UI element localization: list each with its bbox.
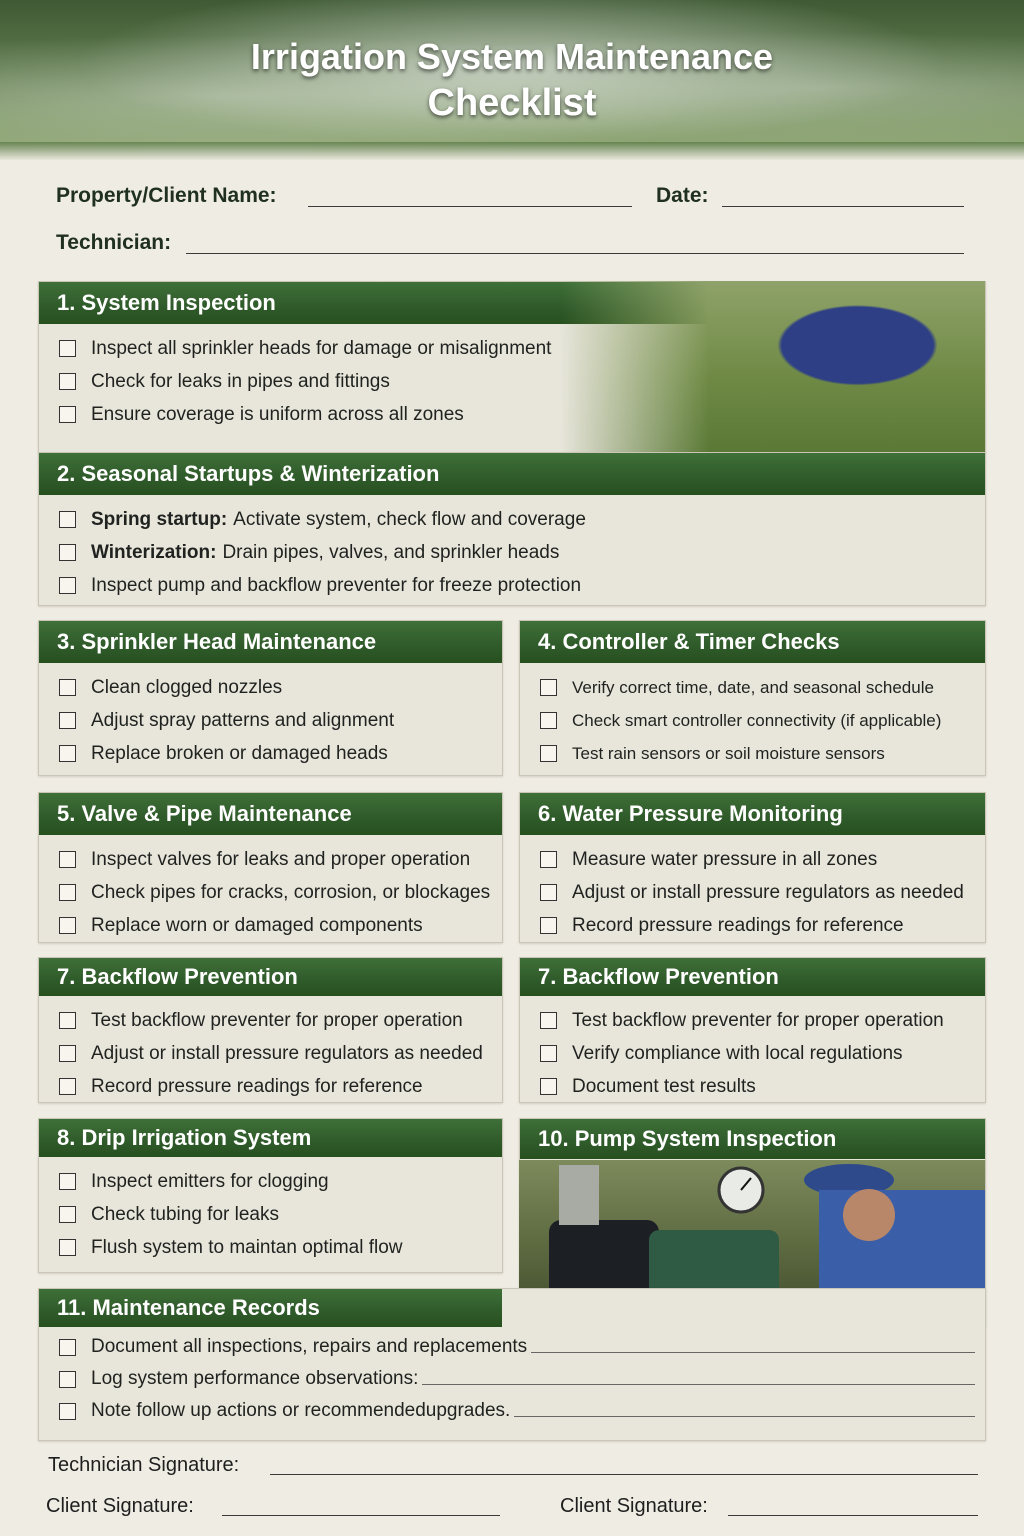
checkbox[interactable] xyxy=(59,884,76,901)
checkbox[interactable] xyxy=(59,544,76,561)
date-field[interactable] xyxy=(722,206,964,207)
page-title: Irrigation System Maintenance xyxy=(250,36,774,77)
section-header: 4. Controller & Timer Checks xyxy=(520,621,985,663)
checklist-item[interactable]: Measure water pressure in all zones xyxy=(540,843,985,876)
checklist-item[interactable]: Inspect valves for leaks and proper operation xyxy=(59,843,502,876)
checkbox[interactable] xyxy=(59,577,76,594)
section-sprinkler-head xyxy=(38,620,503,776)
client-name-label: Property/Client Name: xyxy=(56,184,277,207)
technician-signature-field[interactable] xyxy=(270,1474,978,1475)
checklist-item[interactable]: Check smart controller connectivity (if applicable) xyxy=(540,704,985,737)
section-seasonal xyxy=(38,452,986,606)
checklist-item[interactable]: Spring startup: Activate system, check flow and coverage xyxy=(59,503,985,536)
checklist-item[interactable]: Document test results xyxy=(540,1070,985,1103)
checkbox[interactable] xyxy=(540,884,557,901)
checkbox[interactable] xyxy=(59,1403,76,1420)
checkbox[interactable] xyxy=(59,406,76,423)
client-signature-label: Client Signature: xyxy=(46,1495,194,1517)
checkbox[interactable] xyxy=(59,1239,76,1256)
technician-field[interactable] xyxy=(186,253,964,254)
checkbox[interactable] xyxy=(59,1371,76,1388)
notes-line[interactable] xyxy=(422,1384,975,1385)
checklist-item[interactable]: Log system performance observations: xyxy=(59,1363,985,1395)
section-water-pressure xyxy=(519,792,986,943)
checkbox[interactable] xyxy=(540,679,557,696)
checklist-item[interactable]: Test backflow preventer for proper operation xyxy=(540,1004,985,1037)
checkbox[interactable] xyxy=(59,1339,76,1356)
checklist-item[interactable]: Winterization: Drain pipes, valves, and sprinkler heads xyxy=(59,536,985,569)
checklist-item[interactable]: Replace worn or damaged components xyxy=(59,909,502,942)
notes-line[interactable] xyxy=(514,1416,975,1417)
checkbox[interactable] xyxy=(59,511,76,528)
checklist-item[interactable]: Verify compliance with local regulations xyxy=(540,1037,985,1070)
checklist-item[interactable]: Check pipes for cracks, corrosion, or blockages xyxy=(59,876,502,909)
client-name-field[interactable] xyxy=(308,206,632,207)
page-subtitle: Checklist xyxy=(427,82,597,124)
section-header: 11. Maintenance Records xyxy=(39,1289,502,1327)
notes-line[interactable] xyxy=(531,1352,975,1353)
section-header: 7. Backflow Prevention xyxy=(39,958,502,996)
checkbox[interactable] xyxy=(540,851,557,868)
checklist-item[interactable]: Adjust spray patterns and alignment xyxy=(59,704,502,737)
checklist-item[interactable]: Inspect pump and backflow preventer for freeze protection xyxy=(59,569,985,602)
checkbox[interactable] xyxy=(59,917,76,934)
section-controller xyxy=(519,620,986,776)
checkbox[interactable] xyxy=(59,1012,76,1029)
checkbox[interactable] xyxy=(540,1078,557,1095)
technician-label: Technician: xyxy=(56,231,172,254)
header-banner xyxy=(0,0,1024,160)
section-header: 1. System Inspection xyxy=(39,282,985,324)
checkbox[interactable] xyxy=(59,1173,76,1190)
checklist-item[interactable]: Record pressure readings for reference xyxy=(59,1070,502,1103)
section-header: 10. Pump System Inspection xyxy=(520,1119,985,1159)
checkbox[interactable] xyxy=(59,340,76,357)
checklist-item[interactable]: Replace broken or damaged heads xyxy=(59,737,502,770)
checklist-item[interactable]: Record pressure readings for reference xyxy=(540,909,985,942)
checkbox[interactable] xyxy=(59,1078,76,1095)
checkbox[interactable] xyxy=(59,712,76,729)
checkbox[interactable] xyxy=(540,1045,557,1062)
checkbox[interactable] xyxy=(59,373,76,390)
date-label: Date: xyxy=(656,184,709,207)
section-header: 8. Drip Irrigation System xyxy=(39,1119,502,1157)
section-header: 5. Valve & Pipe Maintenance xyxy=(39,793,502,835)
section-backflow-left xyxy=(38,957,503,1103)
checkbox[interactable] xyxy=(540,917,557,934)
client-signature-field[interactable] xyxy=(222,1515,500,1516)
checklist-item[interactable]: Ensure coverage is uniform across all zones xyxy=(59,398,985,431)
checkbox[interactable] xyxy=(540,745,557,762)
checklist-item[interactable]: Clean clogged nozzles xyxy=(59,671,502,704)
section-header: 3. Sprinkler Head Maintenance xyxy=(39,621,502,663)
checklist-item[interactable]: Inspect emitters for clogging xyxy=(59,1165,502,1198)
section-valve-pipe xyxy=(38,792,503,943)
checkbox[interactable] xyxy=(59,1206,76,1223)
checkbox[interactable] xyxy=(540,1012,557,1029)
checkbox[interactable] xyxy=(540,712,557,729)
section-header: 2. Seasonal Startups & Winterization xyxy=(39,453,985,495)
checklist-item[interactable]: Inspect all sprinkler heads for damage or misalignment xyxy=(59,332,985,365)
section-drip-irrigation xyxy=(38,1118,503,1273)
checkbox[interactable] xyxy=(59,1045,76,1062)
technician-signature-label: Technician Signature: xyxy=(48,1454,240,1476)
checkbox[interactable] xyxy=(59,851,76,868)
checklist-item[interactable]: Adjust or install pressure regulators as needed xyxy=(59,1037,502,1070)
checklist-item[interactable]: Note follow up actions or recommendedupgrades. xyxy=(59,1395,985,1427)
checklist-item[interactable]: Test rain sensors or soil moisture sensors xyxy=(540,737,985,770)
client-signature-field-2[interactable] xyxy=(728,1515,978,1516)
checklist-item[interactable]: Document all inspections, repairs and replacements xyxy=(59,1331,985,1363)
checkbox[interactable] xyxy=(59,679,76,696)
section-maintenance-records xyxy=(38,1288,986,1441)
checklist-item[interactable]: Adjust or install pressure regulators as needed xyxy=(540,876,985,909)
checklist-item[interactable]: Test backflow preventer for proper operation xyxy=(59,1004,502,1037)
client-signature-label-2: Client Signature: xyxy=(560,1495,708,1517)
section-header: 7. Backflow Prevention xyxy=(520,958,985,996)
checkbox[interactable] xyxy=(59,745,76,762)
section-backflow-right xyxy=(519,957,986,1103)
checklist-item[interactable]: Verify correct time, date, and seasonal schedule xyxy=(540,671,985,704)
section-header: 6. Water Pressure Monitoring xyxy=(520,793,985,835)
checklist-item[interactable]: Flush system to maintan optimal flow xyxy=(59,1231,502,1264)
checklist-item[interactable]: Check tubing for leaks xyxy=(59,1198,502,1231)
checklist-item[interactable]: Check for leaks in pipes and fittings xyxy=(59,365,985,398)
